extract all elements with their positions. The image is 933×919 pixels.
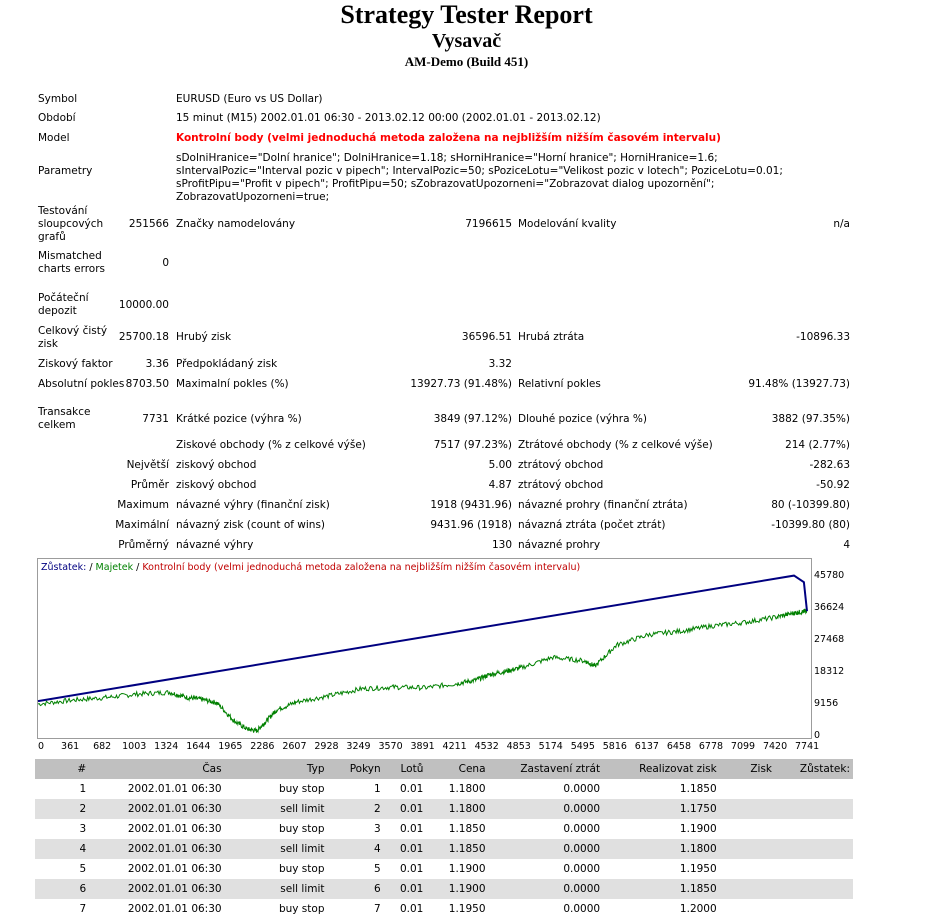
x-tick-label: 1324 xyxy=(154,741,179,752)
table-row xyxy=(35,859,853,879)
table-cell: 0.0000 xyxy=(489,799,604,819)
x-tick-label: 5174 xyxy=(538,741,563,752)
y-tick-label: 9156 xyxy=(814,698,839,709)
y-tick-label: 45780 xyxy=(814,570,845,581)
trades-value: 7731 xyxy=(142,413,169,425)
maximum-label: Maximum xyxy=(117,499,169,511)
table-cell: 1.1900 xyxy=(448,863,486,875)
max-consec-losses-label: návazné prohry (finanční ztráta) xyxy=(518,499,688,511)
table-cell: 5 xyxy=(373,863,381,875)
mismatch-value: 0 xyxy=(162,257,169,269)
table-cell xyxy=(775,879,853,899)
table-cell xyxy=(720,899,775,919)
table-cell: 2002.01.01 06:30 xyxy=(89,839,224,859)
report-title: Strategy Tester Report xyxy=(340,0,593,29)
balance-chart xyxy=(37,558,812,739)
table-cell: 3 xyxy=(79,823,87,835)
y-tick-label: 0 xyxy=(814,730,821,741)
table-cell xyxy=(775,839,853,859)
table-cell xyxy=(720,819,775,839)
ticks-value: 7196615 xyxy=(465,218,512,230)
average-profit-value: 4.87 xyxy=(488,479,512,491)
table-cell xyxy=(775,819,853,839)
table-cell: 0.0000 xyxy=(563,903,601,915)
table-cell: 1.1800 xyxy=(603,839,720,859)
column-header: Zastavení ztrát xyxy=(489,759,604,779)
grossprofit-label: Hrubý zisk xyxy=(176,331,232,343)
y-tick-label: 18312 xyxy=(814,666,845,677)
table-cell: 1.1800 xyxy=(426,799,488,819)
column-header: Čas xyxy=(89,759,224,779)
reldd-label: Relativní pokles xyxy=(518,378,601,390)
long-value: 3882 (97.35%) xyxy=(771,413,850,425)
table-cell: 0.01 xyxy=(384,879,427,899)
table-cell: 4 xyxy=(328,839,384,859)
trades-label: Transakce celkem xyxy=(38,406,91,431)
x-tick-label: 0 xyxy=(38,741,45,752)
table-cell: 0.0000 xyxy=(489,839,604,859)
table-cell: 2002.01.01 06:30 xyxy=(127,783,222,795)
table-cell: 2002.01.01 06:30 xyxy=(89,879,224,899)
table-cell: 1.1850 xyxy=(426,839,488,859)
params-label: Parametry xyxy=(38,165,93,177)
x-tick-label: 5495 xyxy=(570,741,595,752)
table-cell: 1.1800 xyxy=(448,783,486,795)
legend-equity: Majetek xyxy=(95,562,134,573)
x-tick-label: 6458 xyxy=(666,741,692,752)
build-info: AM-Demo (Build 451) xyxy=(404,54,529,69)
x-tick-label: 2928 xyxy=(314,741,339,752)
quality-label: Modelování kvality xyxy=(518,218,617,230)
table-cell: sell limit xyxy=(225,799,328,819)
table-header xyxy=(35,759,853,779)
table-cell: buy stop xyxy=(278,903,325,915)
table-cell: 1 xyxy=(79,783,87,795)
x-tick-label: 682 xyxy=(93,741,112,752)
largest-profit-value: 5.00 xyxy=(488,459,512,471)
average-profit-label: ziskový obchod xyxy=(176,479,257,491)
profittrades-value: 7517 (97.23%) xyxy=(433,439,512,451)
table-cell xyxy=(720,839,775,859)
table-cell xyxy=(720,859,775,879)
trades-table xyxy=(35,759,853,919)
table-cell: 1.1950 xyxy=(448,903,486,915)
table-cell: 0.0000 xyxy=(489,879,604,899)
table-cell: 0.0000 xyxy=(563,863,601,875)
mismatch-label: Mismatched charts errors xyxy=(38,250,105,275)
table-cell xyxy=(720,779,775,799)
column-header: Zůstatek: xyxy=(775,759,853,779)
legend-model: Kontrolní body (velmi jednoduchá metoda založena na nejbližším nižším časovém intervalu) xyxy=(142,562,581,573)
x-tick-label: 4532 xyxy=(474,741,499,752)
table-cell: 2 xyxy=(328,799,384,819)
table-cell: 7 xyxy=(373,903,381,915)
table-cell: 0.01 xyxy=(384,799,427,819)
x-tick-label: 3891 xyxy=(410,741,435,752)
legend-sep: / xyxy=(86,562,96,573)
table-cell: 1 xyxy=(373,783,381,795)
maximal-loss-value: -10399.80 (80) xyxy=(771,519,850,531)
max-consec-wins-value: 1918 (9431.96) xyxy=(430,499,512,511)
table-row xyxy=(35,799,853,819)
table-cell: 1.1950 xyxy=(679,863,717,875)
table-cell: 0.01 xyxy=(399,903,424,915)
table-cell: 0.0000 xyxy=(563,823,601,835)
x-tick-label: 7741 xyxy=(795,741,820,752)
long-label: Dlouhé pozice (výhra %) xyxy=(518,413,647,425)
x-tick-label: 5816 xyxy=(602,741,627,752)
table-cell: 2002.01.01 06:30 xyxy=(127,823,222,835)
table-row xyxy=(35,839,853,859)
x-tick-label: 1003 xyxy=(122,741,147,752)
short-value: 3849 (97.12%) xyxy=(433,413,512,425)
table-cell xyxy=(775,779,853,799)
average-label: Průměr xyxy=(130,479,169,491)
absdd-label: Absolutní pokles xyxy=(38,378,125,390)
maximal-label: Maximální xyxy=(115,519,169,531)
period-value: 15 minut (M15) 2002.01.01 06:30 - 2013.02.12 00:00 (2002.01.01 - 2013.02.12) xyxy=(176,112,601,124)
absdd-value: 8703.50 xyxy=(125,378,169,390)
payoff-label: Předpokládaný zisk xyxy=(176,358,278,370)
table-cell xyxy=(775,859,853,879)
table-cell: 7 xyxy=(79,903,87,915)
largest-profit-label: ziskový obchod xyxy=(176,459,257,471)
table-cell: 0.0000 xyxy=(563,783,601,795)
table-cell: 1.1850 xyxy=(603,879,720,899)
symbol-label: Symbol xyxy=(38,93,78,105)
column-header: Typ xyxy=(225,759,328,779)
table-cell: 0.01 xyxy=(399,823,424,835)
profittrades-label: Ziskové obchody (% z celkové výše) xyxy=(176,439,366,451)
x-tick-label: 4211 xyxy=(442,741,467,752)
x-tick-label: 1644 xyxy=(186,741,211,752)
max-consec-losses-value: 80 (-10399.80) xyxy=(771,499,850,511)
deposit-label: Počáteční depozit xyxy=(38,292,89,317)
table-cell: 2002.01.01 06:30 xyxy=(127,903,222,915)
table-row xyxy=(35,819,853,839)
table-cell: 4 xyxy=(35,839,89,859)
x-tick-label: 3249 xyxy=(346,741,371,752)
legend-balance: Zůstatek: xyxy=(41,562,87,573)
netprofit-value: 25700.18 xyxy=(118,331,169,343)
column-header: Cena xyxy=(426,759,488,779)
table-row xyxy=(35,899,853,919)
ticks-label: Značky namodelovány xyxy=(176,218,296,230)
deposit-value: 10000.00 xyxy=(118,299,169,311)
x-tick-label: 6778 xyxy=(698,741,724,752)
table-cell: 0.01 xyxy=(384,839,427,859)
table-cell: buy stop xyxy=(278,863,325,875)
symbol-value: EURUSD (Euro vs US Dollar) xyxy=(176,93,323,105)
quality-value: n/a xyxy=(833,218,850,230)
table-cell: 1.1900 xyxy=(679,823,717,835)
table-cell: sell limit xyxy=(225,879,328,899)
bars-label: Testování sloupcových grafů xyxy=(38,205,104,243)
table-cell: buy stop xyxy=(278,783,325,795)
table-cell: 1.1900 xyxy=(426,879,488,899)
params-value: sDolniHranice="Dolní hranice"; DolniHranice=1.18; sHorniHranice="Horní hranice"; HorniHranice=1.6; sIntervalPozic="Interval pozic v pipech"; IntervalPozic=50; sPoziceLotu="Velikost pozic v lotech"; PoziceLotu=0.01; sProfitPipu="Profit v pipech"; ProfitPipu=50; sZobrazovatUpozorneni="Zobrazovat dialog upozornění"; ZobrazovatUpozorneni=true; xyxy=(176,152,783,203)
largest-loss-value: -282.63 xyxy=(809,459,850,471)
y-tick-label: 27468 xyxy=(814,634,845,645)
table-cell: 1.2000 xyxy=(679,903,717,915)
column-header: Zisk xyxy=(720,759,775,779)
table-cell: 5 xyxy=(79,863,87,875)
average-loss-value: -50.92 xyxy=(816,479,850,491)
table-cell: 2002.01.01 06:30 xyxy=(89,799,224,819)
losstrades-value: 214 (2.77%) xyxy=(785,439,850,451)
model-label: Model xyxy=(38,132,70,144)
maximal-profit-label: návazný zisk (count of wins) xyxy=(176,519,326,531)
netprofit-label: Celkový čistý zisk xyxy=(38,325,108,350)
x-tick-label: 2286 xyxy=(250,741,275,752)
table-cell: 6 xyxy=(35,879,89,899)
maximal-loss-label: návazná ztráta (počet ztrát) xyxy=(518,519,666,531)
table-cell xyxy=(775,799,853,819)
table-cell: 1.1750 xyxy=(603,799,720,819)
x-tick-label: 1965 xyxy=(218,741,243,752)
x-tick-label: 6137 xyxy=(634,741,659,752)
maxdd-value: 13927.73 (91.48%) xyxy=(410,378,512,390)
largest-loss-label: ztrátový obchod xyxy=(518,459,604,471)
largest-label: Největší xyxy=(126,459,169,471)
short-label: Krátké pozice (výhra %) xyxy=(176,413,302,425)
reldd-value: 91.48% (13927.73) xyxy=(748,378,850,390)
column-header: Realizovat zisk xyxy=(603,759,720,779)
table-cell: 1.1850 xyxy=(448,823,486,835)
maximal-profit-value: 9431.96 (1918) xyxy=(430,519,512,531)
table-cell: 2002.01.01 06:30 xyxy=(127,863,222,875)
table-cell xyxy=(775,899,853,919)
model-value: Kontrolní body (velmi jednoduchá metoda založena na nejbližším nižším časovém intervalu) xyxy=(176,132,721,144)
table-cell xyxy=(720,799,775,819)
x-tick-label: 7099 xyxy=(730,741,756,752)
chart-legend xyxy=(41,562,580,573)
table-cell: 3 xyxy=(373,823,381,835)
x-tick-label: 7420 xyxy=(762,741,788,752)
x-tick-label: 2607 xyxy=(282,741,307,752)
payoff-value: 3.32 xyxy=(488,358,512,370)
average-loss-label: ztrátový obchod xyxy=(518,479,604,491)
column-header: Pokyn xyxy=(328,759,384,779)
avg-losses-value: 4 xyxy=(843,539,850,551)
column-header: # xyxy=(35,759,89,779)
losstrades-label: Ztrátové obchody (% z celkové výše) xyxy=(518,439,713,451)
table-row xyxy=(35,779,853,799)
grossprofit-value: 36596.51 xyxy=(461,331,512,343)
table-cell: sell limit xyxy=(225,839,328,859)
table-cell: buy stop xyxy=(278,823,325,835)
grossloss-value: -10896.33 xyxy=(796,331,850,343)
avg-wins-label: návazné výhry xyxy=(176,539,254,551)
table-cell: 0.01 xyxy=(399,863,424,875)
legend-sep: / xyxy=(133,562,143,573)
x-tick-label: 3570 xyxy=(378,741,403,752)
period-label: Období xyxy=(38,112,76,124)
table-cell: 6 xyxy=(328,879,384,899)
column-header: Lotů xyxy=(384,759,427,779)
avg-losses-label: návazné prohry xyxy=(518,539,601,551)
x-tick-label: 4853 xyxy=(506,741,531,752)
pf-label: Ziskový faktor xyxy=(38,358,113,370)
expert-name: Vysavač xyxy=(431,30,502,52)
max-consec-wins-label: návazné výhry (finanční zisk) xyxy=(176,499,330,511)
maxdd-label: Maximalní pokles (%) xyxy=(176,378,289,390)
pf-value: 3.36 xyxy=(145,358,169,370)
bars-value: 251566 xyxy=(128,218,169,230)
avg-wins-value: 130 xyxy=(491,539,512,551)
table-cell: 2 xyxy=(35,799,89,819)
table-cell: 1.1850 xyxy=(679,783,717,795)
grossloss-label: Hrubá ztráta xyxy=(518,331,585,343)
table-cell xyxy=(720,879,775,899)
y-tick-label: 36624 xyxy=(814,602,845,613)
x-tick-label: 361 xyxy=(61,741,80,752)
avgconsec-label: Průměrný xyxy=(118,539,169,551)
table-row xyxy=(35,879,853,899)
table-cell: 0.01 xyxy=(399,783,424,795)
